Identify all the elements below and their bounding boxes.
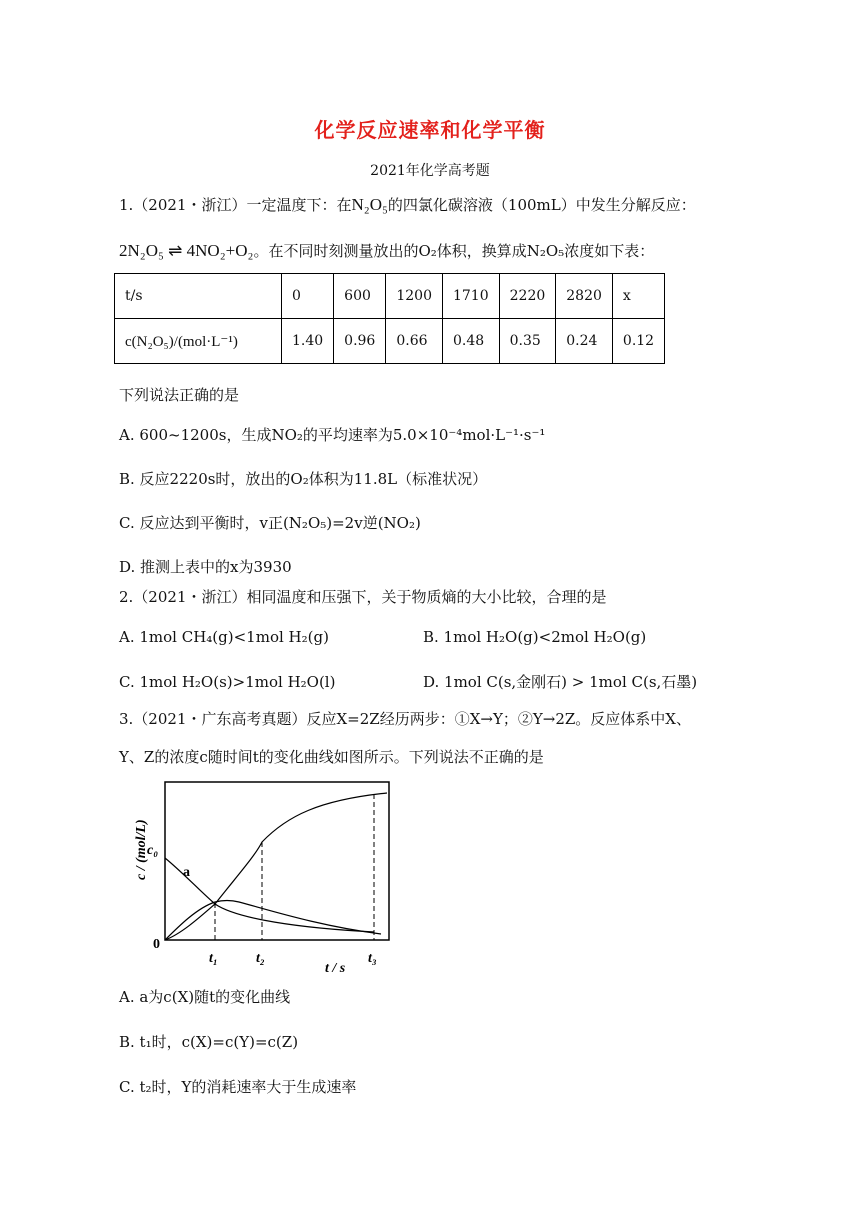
label-t1: t₁ [209,951,218,966]
q2-stem: 2.（2021・浙江）相同温度和压强下，关于物质熵的大小比较，合理的是 [119,588,607,606]
page-subtitle: 2021年化学高考题 [370,163,490,179]
table-cell: 0 [282,274,334,319]
q3-option-b: B. t₁时，c(X)=c(Y)=c(Z) [119,1033,299,1051]
table-cell: 0.24 [556,319,613,364]
table-cell: 1200 [386,274,443,319]
table-cell: 2820 [556,274,613,319]
q1-equation: 2N₂O₅ ⇌ 4NO₂+O₂ [119,241,254,260]
q1-line2 [119,240,654,262]
page-title: 化学反应速率和化学平衡 [314,118,546,142]
table-cell-header: c(N₂O₅)/(mol·L⁻¹) [115,319,282,364]
curve-a [165,858,374,932]
q1-line1 [119,194,696,216]
q1-option-d: D. 推测上表中的x为3930 [119,558,292,576]
table-cell: 1710 [442,274,499,319]
q1-stem: 下列说法正确的是 [119,386,240,404]
table-cell-header: t/s [115,274,282,319]
table-cell: 0.48 [442,319,499,364]
table-cell: 600 [334,274,386,319]
q2-option-c: C. 1mol H₂O(s)>1mol H₂O(l) [119,673,336,691]
curve-y [165,901,381,941]
q1-option-a: A. 600~1200s，生成NO₂的平均速率为5.0×10⁻⁴mol·L⁻¹·s⁻¹ [119,426,546,444]
q1-line1-suffix: 的四氯化碳溶液（100mL）中发生分解反应： [387,196,696,214]
q2-option-b: B. 1mol H₂O(g)<2mol H₂O(g) [423,628,647,646]
table-cell: 1.40 [282,319,334,364]
label-xaxis: t / s [325,961,346,976]
q3-line1: 3.（2021・广东高考真题）反应X=2Z经历两步：①X→Y；②Y→2Z。反应体系中X、 [119,710,691,728]
table-cell: 0.35 [499,319,556,364]
label-t2: t₂ [256,951,265,966]
label-origin: 0 [153,937,160,952]
q3-option-c: C. t₂时，Y的消耗速率大于生成速率 [119,1078,357,1096]
label-curve-a: a [183,865,190,880]
label-c0: c₀ [147,843,159,858]
figure-frame [165,782,389,940]
q1-option-c: C. 反应达到平衡时，v正(N₂O₅)=2v逆(NO₂) [119,514,421,532]
q2-option-a: A. 1mol CH₄(g)<1mol H₂(g) [119,628,329,646]
table-cell: 0.96 [334,319,386,364]
table-cell: 0.66 [386,319,443,364]
q3-option-a: A. a为c(X)随t的变化曲线 [119,988,291,1006]
q1-line2-suffix: 。在不同时刻测量放出的O₂体积，换算成N₂O₅浓度如下表： [253,242,655,260]
table-cell: 2220 [499,274,556,319]
table-cell: 0.12 [612,319,664,364]
q1-line1-chem: N₂O₅ [351,195,388,214]
q1-data-table [114,273,665,364]
label-yaxis: c / (mol/L) [134,819,149,880]
table-row [115,319,665,364]
table-cell: x [612,274,664,319]
q3-concentration-figure [119,776,399,976]
q1-option-b: B. 反应2220s时，放出的O₂体积为11.8L（标准状况） [119,470,488,488]
label-t3: t₃ [368,951,377,966]
q3-line2: Y、Z的浓度c随时间t的变化曲线如图所示。下列说法不正确的是 [119,748,544,766]
table-row [115,274,665,319]
q1-line1-prefix: 1.（2021・浙江）一定温度下：在 [119,196,352,214]
curve-z [165,793,387,940]
q2-option-d: D. 1mol C(s,金刚石) > 1mol C(s,石墨) [423,673,698,691]
